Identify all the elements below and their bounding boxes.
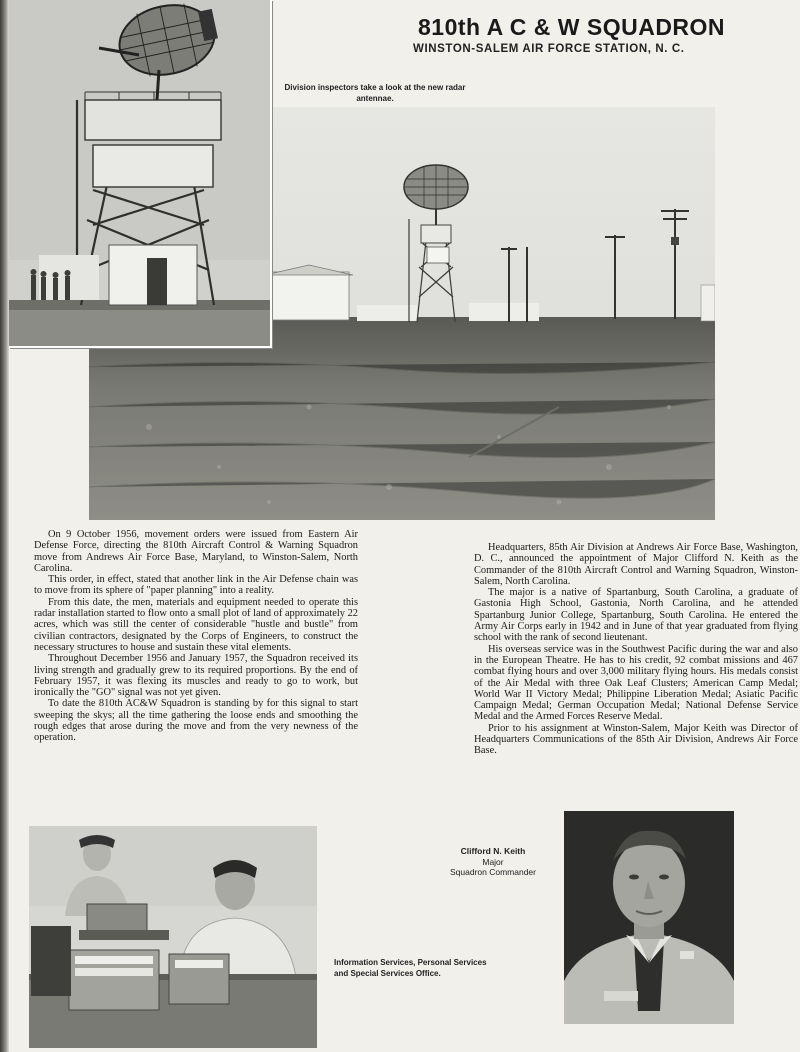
page-subtitle: WINSTON-SALEM AIR FORCE STATION, N. C. <box>413 43 685 55</box>
article-right-column <box>474 542 798 757</box>
article-left-column <box>34 529 358 744</box>
article-paragraph: To date the 810th AC&W Squadron is standing by for this signal to start sweeping the skys; all the time gathering the loose ends and smoothing the rough edges that arose during the move and from the very newness of the operation. <box>34 698 358 744</box>
page-binding-edge <box>0 0 9 1052</box>
article-paragraph: Headquarters, 85th Air Division at Andrews Air Force Base, Washington, D. C., announced the appointment of Major Clifford N. Keith as the Commander of the 810th Aircraft Control and Warning Squadron, Winston-Salem, North Carolina. <box>474 542 798 587</box>
article-paragraph: His overseas service was in the Southwest Pacific during the war and also in the European Theatre. He has to his credit, 92 combat missions and 467 combat flying hours and over 3,000 military flying hours. His medals consist of the Air Medal with three Oak Leaf Clusters; American Camp Medal; World War II Victory Medal; Philippine Liberation Medal; Asiatic Pacific Campaign Medal; German Occupation Medal; National Defense Service Medal and the Armed Forces Reserve Medal. <box>474 643 798 723</box>
commander-rank: Major <box>482 856 504 867</box>
article-paragraph: From this date, the men, materials and equipment needed to operate this radar installation started to flow onto a small plot of land of approximately 22 acres, which was still the center of considerable "hustle and bustle" from civilian contractors, designated by the Corps of Engineers, to construct the necessary structures to house and sustain these vital elements. <box>34 596 358 653</box>
article-paragraph: On 9 October 1956, movement orders were issued from Eastern Air Defense Force, directing the 810th Aircraft Control & Warning Squadron move from Andrews Air Force Base, Maryland, to Winston-Salem, North Carolina. <box>34 529 358 574</box>
commander-portrait <box>564 811 734 1024</box>
article-paragraph: Throughout December 1956 and January 1957, the Squadron received its living strength and gradually grew to its required proportions. By the end of February 1957, it was flexing its muscles and ready to go to work, but ironically the "GO" signal was not yet given. <box>34 653 358 699</box>
article-paragraph: The major is a native of Spartanburg, South Carolina, a graduate of Gastonia High School, Gastonia, North Carolina, and he attended Spartanburg Junior College, Spartanburg, South Carolina. He entered the Army Air Corps early in 1942 and in June of that year graduated from flying school with the rank of second lieutenant. <box>474 587 798 644</box>
radar-photo-caption: Division inspectors take a look at the new radar antennae. <box>284 83 466 103</box>
article-paragraph: This order, in effect, stated that another link in the Air Defense chain was to move from its sphere of "paper planning" into a reality. <box>34 574 358 597</box>
office-photo <box>29 826 317 1048</box>
page-title: 810th A C & W SQUADRON <box>418 14 726 40</box>
commander-name: Clifford N. Keith <box>460 846 526 856</box>
radar-tower-photo <box>9 0 272 348</box>
article-paragraph: Prior to his assignment at Winston-Salem, Major Keith was Director of Headquarters Communications of the 85th Air Division, Andrews Air Force Base. <box>474 722 798 757</box>
commander-caption <box>428 846 558 878</box>
office-photo-caption: Information Services, Personal Services and Special Services Office. <box>334 958 487 978</box>
commander-role: Squadron Commander <box>450 867 536 877</box>
